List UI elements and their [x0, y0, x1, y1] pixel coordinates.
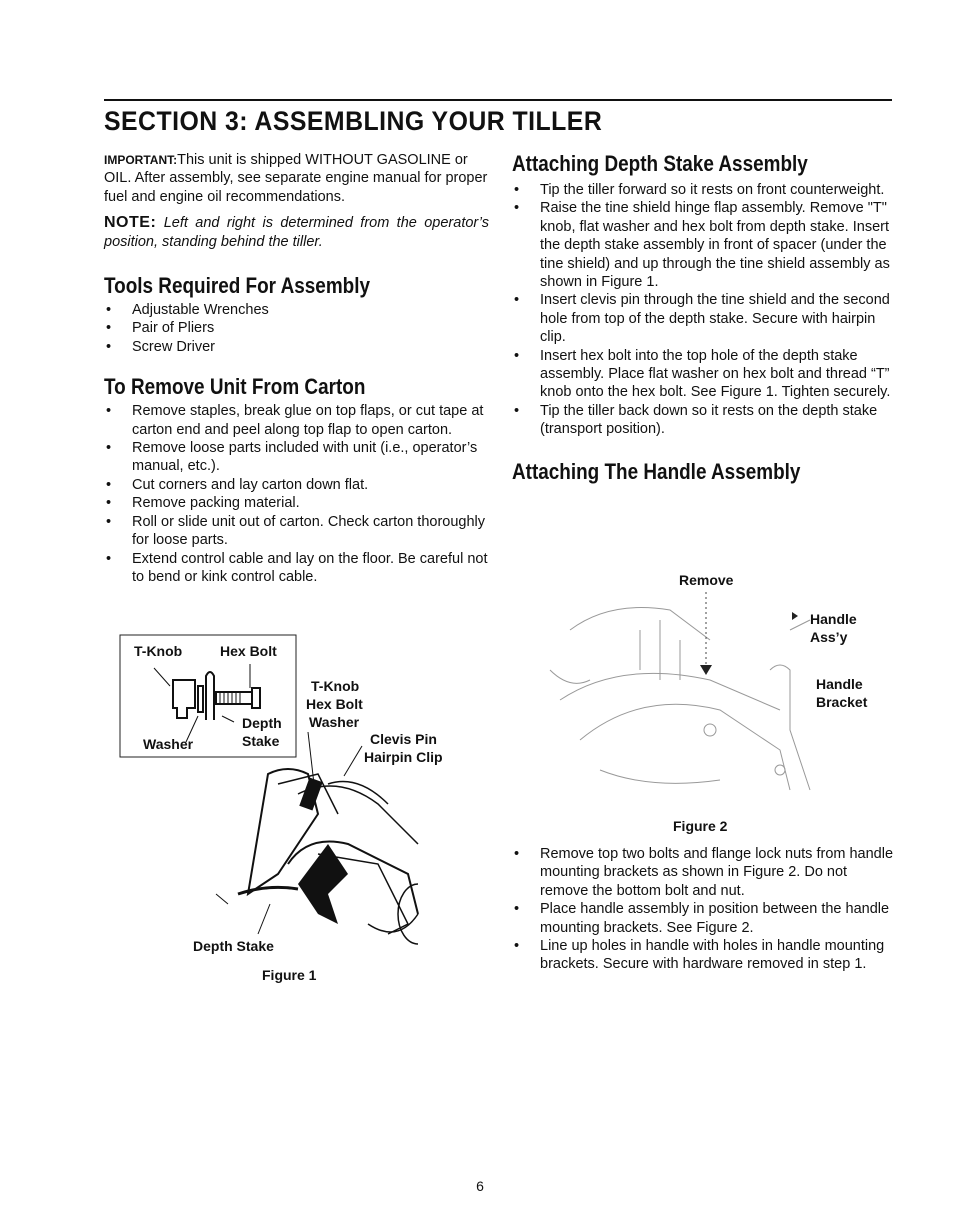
label-washer: Washer	[309, 714, 360, 730]
depth-stake-shape	[206, 672, 214, 720]
list-item: • Cut corners and lay carton down flat.	[104, 476, 489, 494]
depth-list	[512, 181, 897, 439]
note-paragraph	[104, 214, 489, 251]
label-handle-assy-line2: Ass’y	[810, 629, 848, 645]
list-item: • Adjustable Wrenches	[104, 301, 489, 319]
washer-shape	[198, 686, 203, 712]
header-rule	[104, 99, 892, 101]
label-tknob: T-Knob	[311, 678, 360, 694]
list-item: • Extend control cable and lay on the floor. Be careful not to bend or kink control cable.	[104, 550, 489, 587]
list-item: • Insert clevis pin through the tine shield and the second hole from top of the depth stake. Secure with hairpin clip.	[512, 291, 897, 346]
label-hairpin-clip: Hairpin Clip	[364, 749, 443, 765]
inset-label-depth: Depth	[242, 715, 282, 731]
figure-1-drawing	[118, 634, 478, 964]
hex-bolt-shape	[216, 692, 252, 704]
label-clevis-pin: Clevis Pin	[370, 731, 437, 747]
list-item: • Insert hex bolt into the top hole of the depth stake assembly. Place flat washer on hex bolt and thread “T” knob onto the hex bolt. See Figure 1. Tighten securely.	[512, 347, 897, 402]
faded-tiller-sketch	[550, 608, 810, 791]
label-depth-stake: Depth Stake	[193, 938, 274, 954]
list-item: • Raise the tine shield hinge flap assembly. Remove "T" knob, flat washer and hex bolt from depth stake. Insert the depth stake assembly in front of spacer (under the tine shield) and up through the tine shield assembly as shown in Figure 1.	[512, 199, 897, 291]
right-column	[512, 151, 897, 485]
carton-heading: To Remove Unit From Carton	[104, 374, 366, 400]
page-number: 6	[476, 1178, 484, 1194]
list-item: • Pair of Pliers	[104, 319, 489, 337]
label-remove: Remove	[679, 572, 734, 588]
handle-heading: Attaching The Handle Assembly	[512, 458, 801, 484]
handle-list	[512, 845, 897, 974]
label-handle-bracket-line1: Handle	[816, 676, 863, 692]
important-label: IMPORTANT:	[104, 153, 178, 167]
inset-label-washer: Washer	[143, 736, 194, 752]
note-text: Left and right is determined from the operator’s position, standing behind the tiller.	[104, 215, 489, 250]
list-item: • Line up holes in handle with holes in handle mounting brackets. Secure with hardware removed in step 1.	[512, 937, 897, 974]
depth-heading: Attaching Depth Stake Assembly	[512, 151, 808, 176]
figure-1-caption: Figure 1	[262, 967, 317, 983]
t-knob-shape	[173, 680, 195, 718]
figure-2	[540, 570, 900, 840]
figure-1	[118, 634, 478, 994]
handle-steps	[512, 845, 897, 974]
list-item: • Remove loose parts included with unit (i.e., operator’s manual, etc.).	[104, 439, 489, 476]
tools-list	[104, 301, 489, 356]
left-column	[104, 151, 489, 586]
tools-heading: Tools Required For Assembly	[104, 273, 370, 299]
list-item: • Place handle assembly in position between the handle mounting brackets. See Figure 2.	[512, 900, 897, 937]
label-hexbolt: Hex Bolt	[306, 696, 363, 712]
inset-label-hexbolt: Hex Bolt	[220, 643, 277, 659]
list-item: • Remove staples, break glue on top flaps, or cut tape at carton end and peel along top flap to open carton.	[104, 402, 489, 439]
figure-2-drawing	[540, 570, 840, 810]
list-item: • Tip the tiller back down so it rests on the depth stake (transport position).	[512, 402, 897, 439]
inset-label-tknob: T-Knob	[134, 643, 183, 659]
list-item: • Remove top two bolts and flange lock nuts from handle mounting brackets as shown in Figure 2. Do not remove the bottom bolt and nut.	[512, 845, 897, 900]
list-item: • Tip the tiller forward so it rests on front counterweight.	[512, 181, 897, 199]
figure-2-caption: Figure 2	[673, 818, 728, 834]
list-item: • Screw Driver	[104, 338, 489, 356]
list-item: • Remove packing material.	[104, 494, 489, 512]
important-paragraph	[104, 151, 489, 206]
list-item: • Roll or slide unit out of carton. Check carton thoroughly for loose parts.	[104, 513, 489, 550]
inset-label-stake: Stake	[242, 733, 280, 749]
label-handle-assy-line1: Handle	[810, 611, 857, 627]
carton-list	[104, 402, 489, 586]
important-text: This unit is shipped WITHOUT GASOLINE or OIL. After assembly, see separate engine manual for proper fuel and engine oil recommendations.	[104, 152, 488, 205]
section-title: SECTION 3: ASSEMBLING YOUR TILLER	[104, 106, 603, 136]
note-label: NOTE:	[104, 214, 157, 232]
label-handle-bracket-line2: Bracket	[816, 694, 868, 710]
